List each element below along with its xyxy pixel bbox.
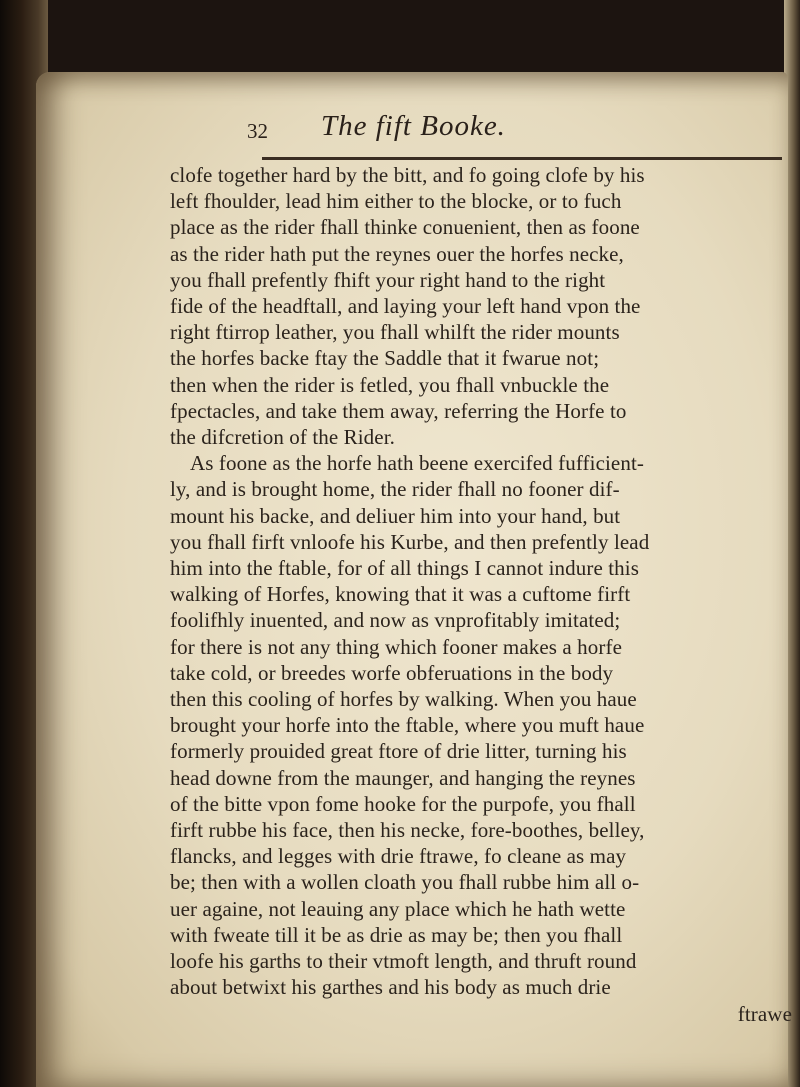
text-line: take cold, or breedes worfe obferuations in the body (170, 660, 614, 685)
text-line: fpectacles, and take them away, referring the Horfe to (170, 398, 627, 423)
text-line: the difcretion of the Rider. (170, 425, 395, 450)
text-line: about betwixt his garthes and his body as much drie (170, 975, 611, 1000)
text-line: with fweate till it be as drie as may be; then you fhall (170, 922, 623, 947)
text-line: flancks, and legges with drie ftrawe, fo cleane as may (170, 844, 627, 869)
text-line: be; then with a wollen cloath you fhall rubbe him all o- (170, 870, 640, 895)
text-line: as the rider hath put the reynes ouer the horfes necke, (170, 241, 624, 266)
text-line: the horfes backe ftay the Saddle that it fwarue not; (170, 346, 600, 371)
text-line: place as the rider fhall thinke conuenient, then as foone (170, 215, 640, 240)
text-line: uer againe, not leauing any place which he hath wette (170, 896, 626, 921)
text-line: formerly prouided great ftore of drie litter, turning his (170, 739, 627, 764)
text-line: fide of the headftall, and laying your left hand vpon the (170, 294, 641, 319)
header-rule (262, 157, 782, 160)
text-line: right ftirrop leather, you fhall whilft the rider mounts (170, 320, 620, 345)
text-line: foolifhly inuented, and now as vnprofitably imitated; (170, 608, 621, 633)
text-line: then this cooling of horfes by walking. When you haue (170, 687, 637, 712)
text-line: brought your horfe into the ftable, where you muft haue (170, 713, 645, 738)
text-line: firft rubbe his face, then his necke, fore-boothes, belley, (170, 818, 645, 843)
text-line: you fhall firft vnloofe his Kurbe, and then prefently lead (170, 529, 650, 554)
text-line: head downe from the maunger, and hanging the reynes (170, 765, 636, 790)
text-line: loofe his garths to their vtmoft length, and thruft round (170, 949, 637, 974)
running-title: The fift Booke. (321, 110, 506, 142)
text-line: of the bitte vpon fome hooke for the purpofe, you fhall (170, 791, 636, 816)
text-line: clofe together hard by the bitt, and fo going clofe by his (170, 163, 645, 187)
text-line: left fhoulder, lead him either to the blocke, or to fuch (170, 189, 622, 214)
paragraph-start-line: As foone as the horfe hath beene exercifed fufficient- (190, 451, 644, 476)
catchword: ftrawe (737, 1001, 792, 1026)
text-line: for there is not any thing which fooner makes a horfe (170, 634, 622, 659)
text-line: mount his backe, and deliuer him into your hand, but (170, 503, 621, 528)
text-line: ly, and is brought home, the rider fhall no fooner dif- (170, 477, 620, 502)
book-page (36, 72, 792, 1087)
page-header (36, 72, 788, 162)
page-number: 32 (247, 119, 268, 143)
text-line: you fhall prefently fhift your right hand to the right (170, 267, 606, 292)
text-line: then when the rider is fetled, you fhall vnbuckle the (170, 372, 610, 397)
body-text (170, 162, 800, 1027)
text-line: him into the ftable, for of all things I cannot indure this (170, 556, 639, 581)
text-line: walking of Horfes, knowing that it was a cuftome firft (170, 582, 631, 607)
